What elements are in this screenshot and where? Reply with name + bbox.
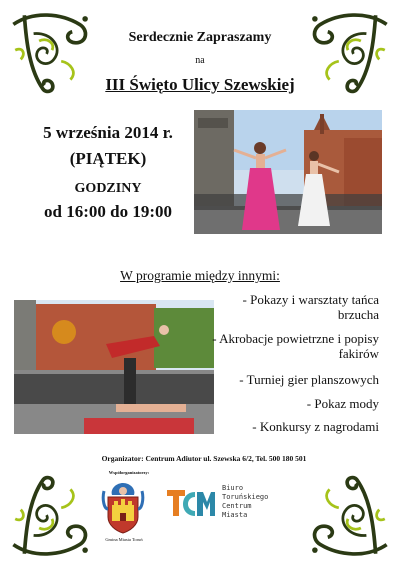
event-title: III Święto Ulicy Szewskiej	[105, 75, 295, 94]
btcm-text: Biuro Toruńskiego Centrum Miasta	[222, 484, 269, 519]
program-heading: W programie między innymi:	[120, 268, 280, 283]
torun-crest-logo	[100, 479, 146, 535]
acrobatics-photo	[14, 300, 214, 434]
corner-ornament-bottom-right	[302, 471, 394, 563]
program-item: - Akrobacje powietrzne i popisy fakirów	[212, 331, 379, 361]
event-day: (PIĄTEK)	[69, 149, 147, 168]
event-date: 5 września 2014 r.	[43, 123, 173, 142]
btcm-logo	[165, 484, 215, 522]
welcome-text: Serdecznie Zapraszamy	[128, 30, 272, 45]
hours-label: GODZINY	[74, 181, 142, 196]
program-item: - Pokaz mody	[306, 396, 379, 411]
organizer-info: Organizator: Centrum Adiutor ul. Szewska 6/2, Tel. 500 180 501	[101, 454, 307, 463]
program-item: - Turniej gier planszowych	[239, 372, 379, 387]
na-text: na	[195, 55, 205, 66]
coorganizers-label: Współorganizatorzy:	[108, 470, 150, 475]
belly-dance-photo	[194, 110, 382, 234]
program-item: - Pokazy i warsztaty tańca brzucha	[242, 292, 379, 322]
corner-ornament-bottom-left	[6, 471, 98, 563]
program-item: - Konkursy z nagrodami	[252, 419, 379, 434]
event-hours: od 16:00 do 19:00	[44, 202, 172, 221]
gmina-caption: Gmina Miasta Toruń	[105, 537, 143, 542]
